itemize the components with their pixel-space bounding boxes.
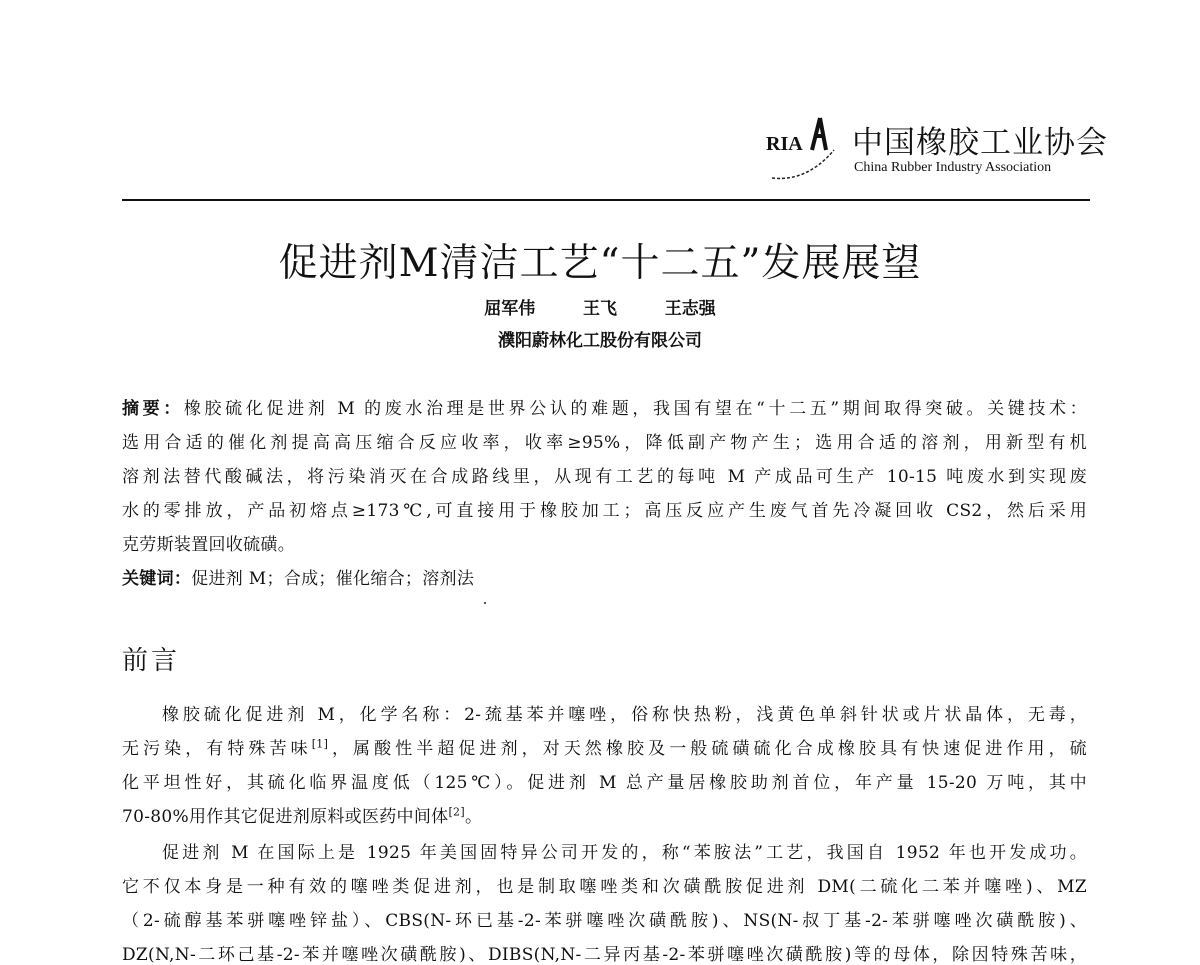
abstract-line: 克劳斯装置回收硫磺。 [122, 535, 295, 555]
body-line: （2-硫醇基苯骈噻唑锌盐）、CBS(N-环已基-2-苯骈噻唑次磺酰胺)、NS(N-叔丁基-2-苯骈噻唑次磺酰胺)、 [122, 911, 1087, 931]
keywords-label: 关键词： [122, 569, 192, 589]
abstract-label: 摘要： [122, 399, 184, 419]
keywords [122, 564, 1087, 589]
body-line: DZ(N,N-二环己基-2-苯并噻唑次磺酰胺)、DIBS(N,N-二异丙基-2-苯骈噻唑次磺酰胺)等的母体，除因特殊苦味， [122, 945, 1087, 965]
body-line: 促进剂 M 在国际上是 1925 年美国固特异公司开发的，称“苯胺法”工艺，我国自 1952 年也开发成功。 [162, 843, 1087, 863]
org-name-cn: 中国橡胶工业协会 [852, 125, 1108, 161]
affiliation: 濮阳蔚林化工股份有限公司 [498, 331, 702, 351]
citation-ref[interactable]: [2] [448, 805, 465, 819]
citation-ref[interactable]: [1] [311, 737, 329, 751]
association-logo [762, 110, 842, 182]
authors: 屈军伟 王飞 王志强 [484, 299, 716, 319]
abstract-line: 水的零排放，产品初熔点≥173℃,可直接用于橡胶加工；高压反应产生废气首先冷凝回收 CS2，然后采用 [122, 501, 1087, 521]
stray-dot [484, 602, 486, 604]
body-line: 它不仅本身是一种有效的噻唑类促进剂，也是制取噻唑类和次磺酰胺促进剂 DM(二硫化二苯并噻唑)、MZ [122, 877, 1087, 897]
org-name-en: China Rubber Industry Association [854, 160, 1052, 175]
header-divider [122, 199, 1090, 201]
abstract-line: 选用合适的催化剂提高高压缩合反应收率，收率≥95%，降低副产物产生；选用合适的溶剂，用新型有机 [122, 433, 1087, 453]
logo-text: RIA [766, 133, 803, 155]
paper-title: 促进剂M清洁工艺“十二五”发展展望 [278, 241, 922, 286]
abstract-line: 溶剂法替代酸碱法，将污染消灭在合成路线里，从现有工艺的每吨 M 产成品可生产 10-15 吨废水到实现废 [122, 467, 1087, 487]
keywords-text: 促进剂 M；合成；催化缩合；溶剂法 [191, 569, 475, 589]
abstract-line: 摘要：橡胶硫化促进剂 M 的废水治理是世界公认的难题，我国有望在“十二五”期间取得突破。关键技术： [122, 399, 1087, 419]
body-line: 橡胶硫化促进剂 M，化学名称：2-巯基苯并噻唑，俗称快热粉，浅黄色单斜针状或片状晶体，无毒， [162, 705, 1087, 725]
body-line: 化平坦性好，其硫化临界温度低（125℃）。促进剂 M 总产量居橡胶助剂首位，年产量 15-20 万吨，其中 [122, 773, 1087, 793]
body-line: 无污染，有特殊苦味[1]，属酸性半超促进剂，对天然橡胶及一般硫磺硫化合成橡胶具有快速促进作用，硫 [122, 737, 1087, 759]
body-line: 70-80%用作其它促进剂原料或医药中间体[2]。 [122, 805, 483, 827]
section-heading: 前言 [122, 646, 181, 676]
